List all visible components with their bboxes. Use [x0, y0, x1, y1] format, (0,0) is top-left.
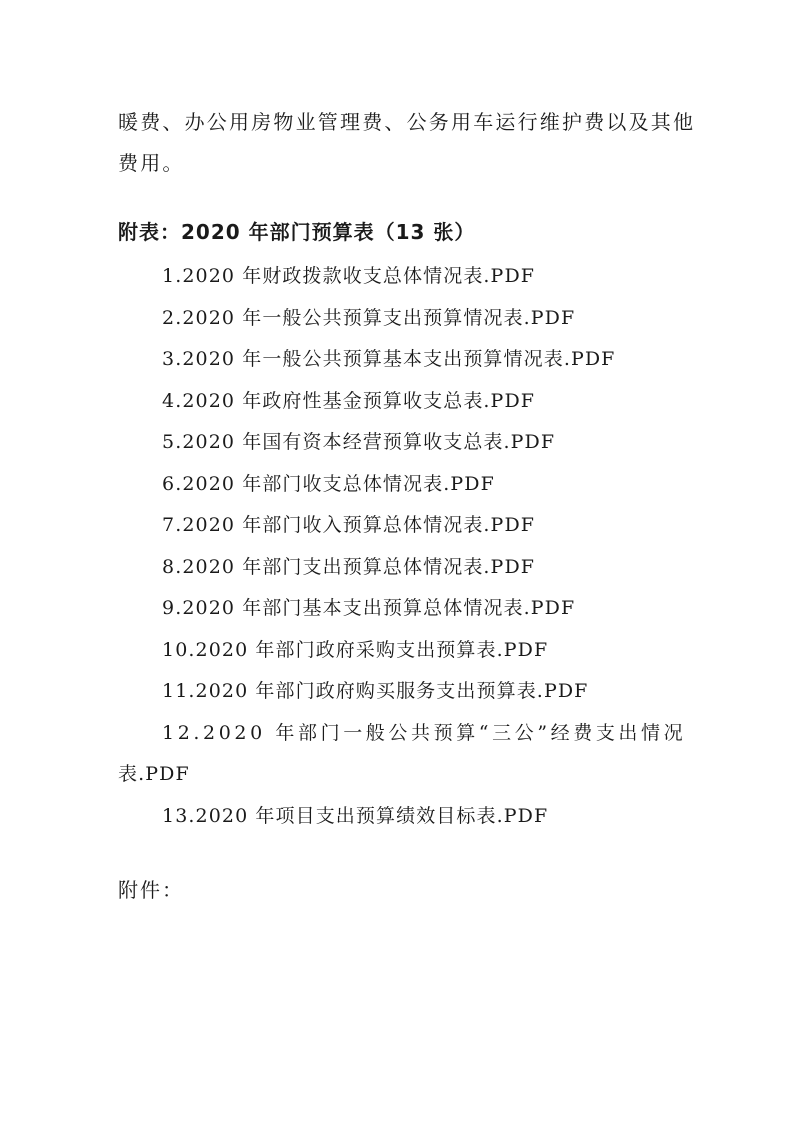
- appendix-item: 4.2020 年政府性基金预算收支总表.PDF: [162, 389, 536, 412]
- appendix-item: 7.2020 年部门收入预算总体情况表.PDF: [162, 514, 536, 536]
- appendix-item: 10.2020 年部门政府采购支出预算表.PDF: [162, 638, 549, 661]
- appendix-item: 11.2020 年部门政府购买服务支出预算表.PDF: [162, 680, 589, 702]
- appendix-item: 5.2020 年国有资本经营预算收支总表.PDF: [162, 431, 556, 453]
- appendix-item: 12.2020 年部门一般公共预算“三公”经费支出情况: [162, 721, 687, 744]
- appendix-item: 9.2020 年部门基本支出预算总体情况表.PDF: [162, 597, 576, 619]
- appendix-item: 2.2020 年一般公共预算支出预算情况表.PDF: [162, 306, 576, 329]
- appendix-item: 3.2020 年一般公共预算基本支出预算情况表.PDF: [162, 348, 616, 370]
- appendix-item: 13.2020 年项目支出预算绩效目标表.PDF: [162, 804, 549, 827]
- appendix-heading: 附表：2020 年部门预算表（13 张）: [118, 220, 476, 244]
- appendix-item-continuation: 表.PDF: [118, 763, 190, 785]
- appendix-item: 8.2020 年部门支出预算总体情况表.PDF: [162, 555, 536, 578]
- appendix-list: [118, 256, 687, 837]
- paragraph-line: 费用。: [118, 151, 185, 175]
- paragraph-line: 暖费、办公用房物业管理费、公务用车运行维护费以及其他: [118, 110, 696, 134]
- appendix-item: 6.2020 年部门收支总体情况表.PDF: [162, 472, 495, 495]
- appendix-item: 1.2020 年财政拨款收支总体情况表.PDF: [162, 265, 536, 287]
- attachment-label: 附件：: [118, 878, 184, 902]
